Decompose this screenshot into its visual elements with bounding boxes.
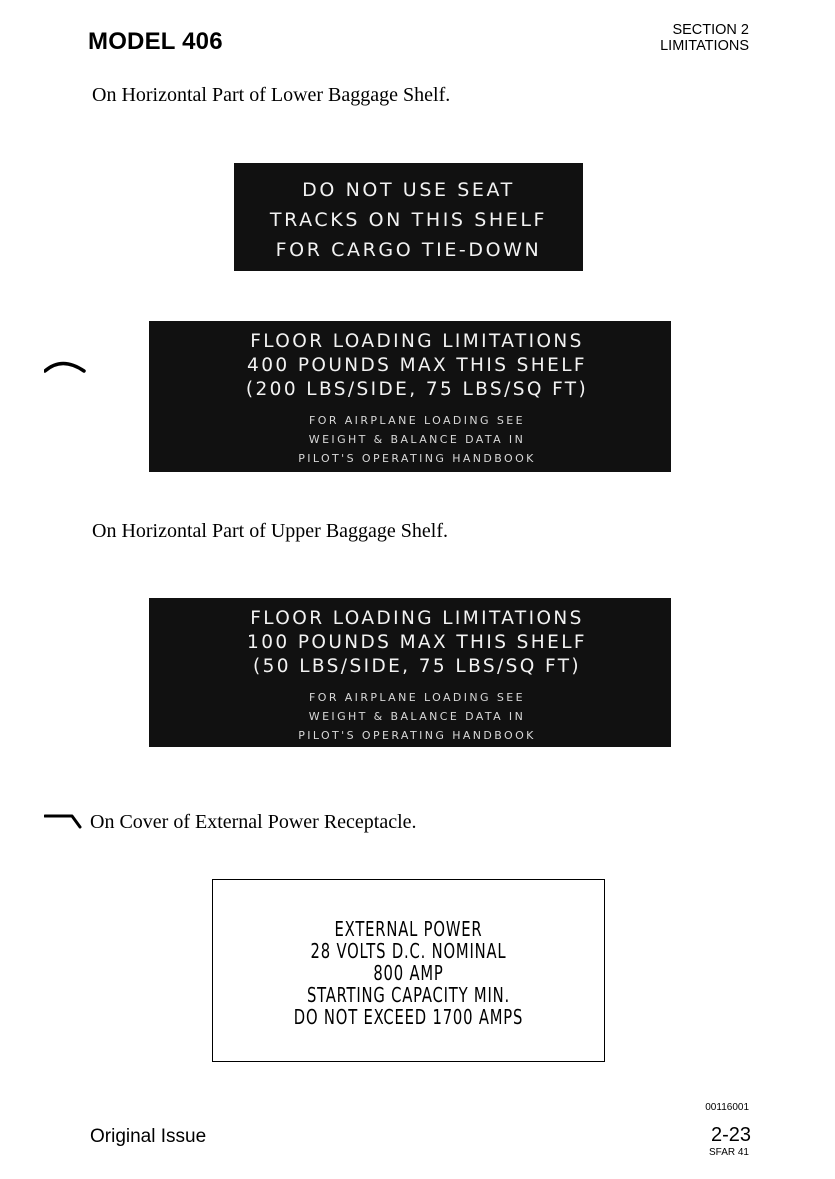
placard-line: DO NOT USE SEAT	[302, 179, 515, 201]
placard-note: FOR AIRPLANE LOADING SEE	[309, 414, 525, 427]
placard-external-power	[212, 879, 605, 1062]
placard-line: 100 POUNDS MAX THIS SHELF	[247, 632, 587, 653]
placard-note: PILOT'S OPERATING HANDBOOK	[298, 452, 536, 465]
revision-mark-icon	[44, 358, 86, 374]
issue-label: Original Issue	[90, 1126, 207, 1147]
placard-line: FOR CARGO TIE-DOWN	[275, 239, 542, 261]
sfar-label: SFAR 41	[708, 1147, 749, 1158]
document-number: 00116001	[705, 1102, 749, 1113]
placard-line: TRACKS ON THIS SHELF	[269, 209, 548, 231]
placard-line: 400 POUNDS MAX THIS SHELF	[247, 355, 587, 376]
caption-upper-shelf: On Horizontal Part of Upper Baggage Shelf.	[92, 520, 449, 542]
placard-line: EXTERNAL POWER	[334, 917, 483, 941]
caption-external-power: On Cover of External Power Receptacle.	[90, 811, 417, 833]
placard-line: DO NOT EXCEED 1700 AMPS	[293, 1005, 524, 1029]
placard-note: WEIGHT & BALANCE DATA IN	[308, 710, 526, 723]
section-heading	[660, 22, 749, 54]
placard-line: 28 VOLTS D.C. NOMINAL	[310, 939, 507, 963]
placard-line: STARTING CAPACITY MIN.	[306, 983, 511, 1007]
caption-lower-shelf: On Horizontal Part of Lower Baggage Shelf.	[92, 84, 451, 106]
section-number: SECTION 2	[672, 22, 749, 38]
placard-line: (200 LBS/SIDE, 75 LBS/SQ FT)	[245, 379, 589, 400]
placard-note: FOR AIRPLANE LOADING SEE	[309, 691, 525, 704]
placard-lower-floor-loading	[149, 321, 671, 472]
placard-upper-floor-loading	[149, 598, 671, 747]
placard-note: WEIGHT & BALANCE DATA IN	[308, 433, 526, 446]
placard-seat-tracks	[234, 163, 583, 271]
revision-mark-icon	[44, 812, 82, 830]
page-number: 2-23	[710, 1124, 751, 1146]
section-title: LIMITATIONS	[660, 38, 749, 54]
model-title: MODEL 406	[88, 28, 223, 55]
placard-note: PILOT'S OPERATING HANDBOOK	[298, 729, 536, 742]
placard-line: FLOOR LOADING LIMITATIONS	[250, 331, 584, 352]
placard-line: FLOOR LOADING LIMITATIONS	[250, 608, 584, 629]
placard-line: 800 AMP	[373, 961, 444, 985]
placard-line: (50 LBS/SIDE, 75 LBS/SQ FT)	[252, 656, 582, 677]
